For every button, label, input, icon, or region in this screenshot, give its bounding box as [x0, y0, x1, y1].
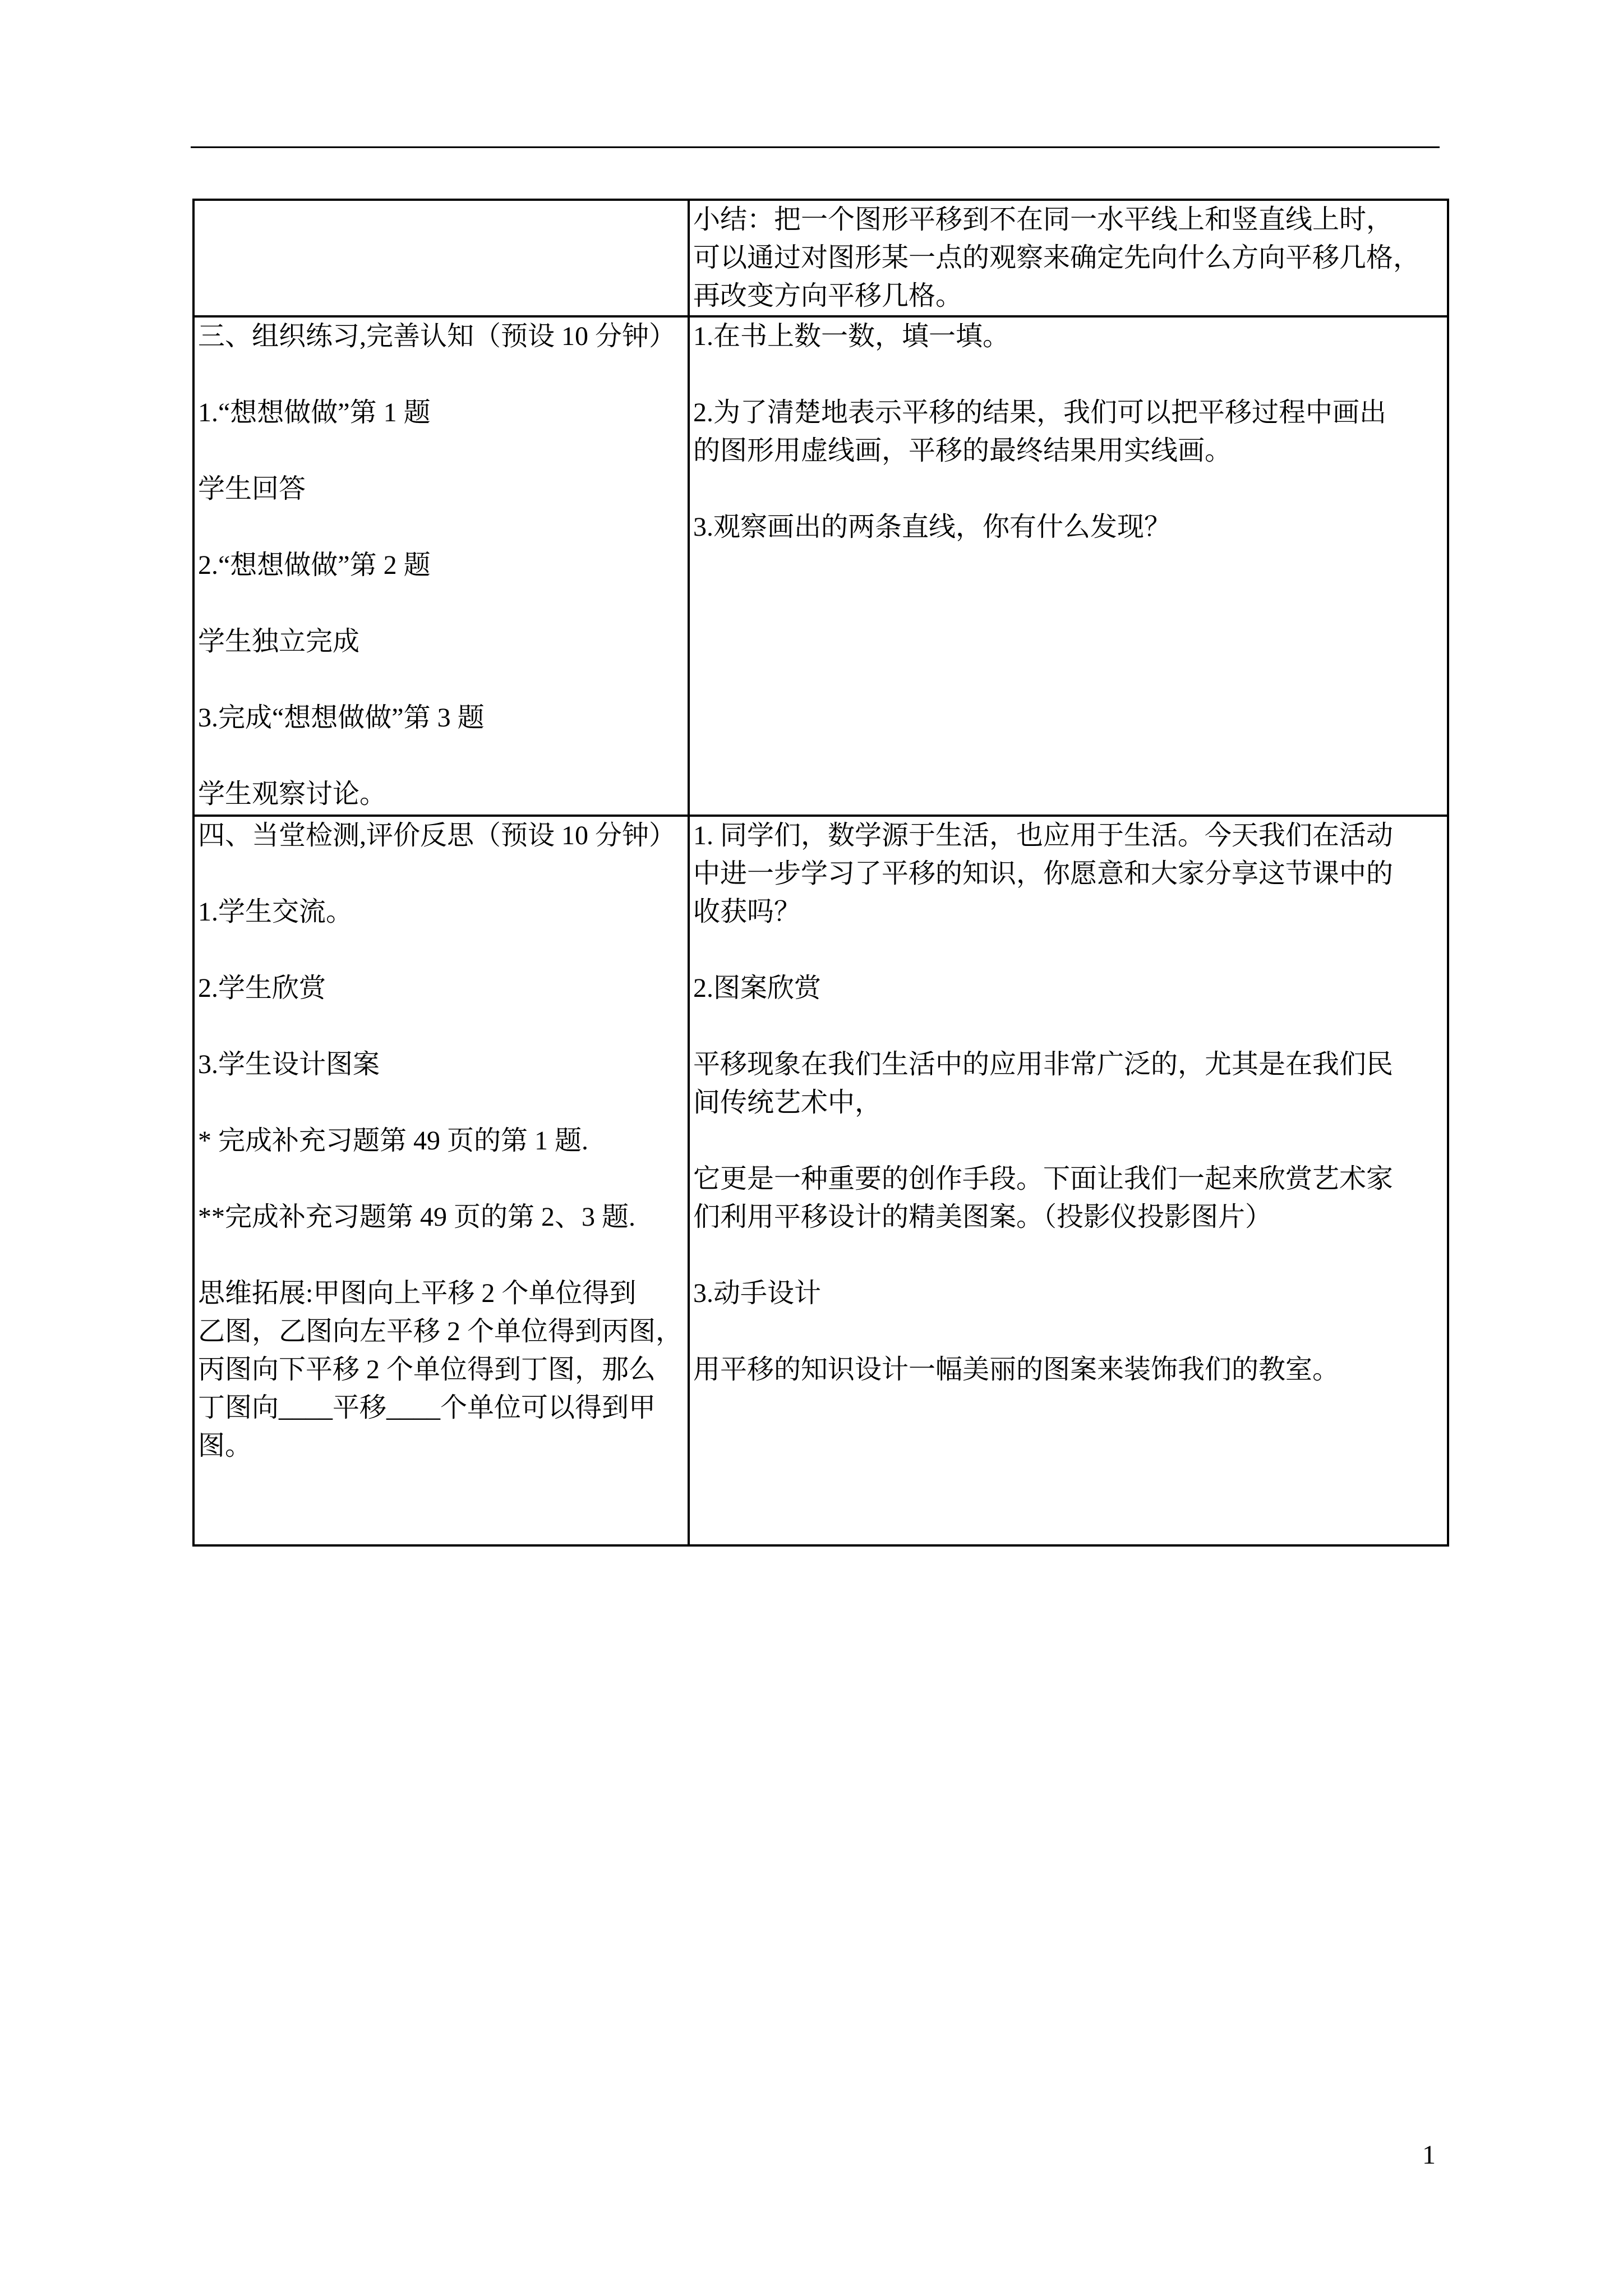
paragraph: [198, 893, 685, 931]
paragraph: [198, 699, 685, 737]
paragraph: [693, 394, 1445, 470]
text-line: 它更是一种重要的创作手段。下面让我们一起来欣赏艺术家: [693, 1164, 1394, 1194]
text-line: 1.学生交流。: [198, 897, 353, 927]
paragraph: [198, 969, 685, 1007]
paragraph: [693, 969, 1445, 1007]
paragraph: [198, 1274, 685, 1465]
paragraph: [693, 508, 1445, 546]
text-line: 的图形用虚线画，平移的最终结果用实线画。: [693, 436, 1232, 466]
text-line: 小结：把一个图形平移到不在同一水平线上和竖直线上时，: [693, 205, 1394, 234]
text-line: 2.学生欣赏: [198, 973, 326, 1003]
lesson-plan-table: [192, 199, 1449, 1547]
paragraph: [693, 817, 1445, 931]
table-row: [193, 200, 1448, 316]
paragraph: [198, 1198, 685, 1236]
text-line: **完成补充习题第 49 页的第 2、3 题.: [198, 1202, 636, 1232]
text-line: 学生独立完成: [198, 627, 360, 656]
paragraph: [693, 318, 1445, 356]
paragraph: [198, 1046, 685, 1084]
text-line: 3.学生设计图案: [198, 1050, 380, 1079]
paragraph: [693, 1351, 1445, 1389]
section-heading: [198, 318, 685, 356]
text-line: 收获吗？: [693, 897, 801, 927]
page-number: 1: [1422, 2140, 1436, 2170]
paragraph: [198, 775, 685, 813]
text-line: 1. 同学们，数学源于生活，也应用于生活。今天我们在活动: [693, 821, 1394, 850]
text-line: 2.图案欣赏: [693, 973, 822, 1003]
text-line: * 完成补充习题第 49 页的第 1 题.: [198, 1126, 589, 1156]
section-heading: [198, 817, 685, 855]
text-line: 乙图，乙图向左平移 2 个单位得到丙图，: [198, 1317, 683, 1346]
text-line: 平移现象在我们生活中的应用非常广泛的，尤其是在我们民: [693, 1050, 1394, 1079]
text-line: 学生回答: [198, 474, 306, 504]
paragraph: [198, 470, 685, 508]
text-line: 丁图向____平移____个单位可以得到甲: [198, 1393, 656, 1423]
table-row: [193, 316, 1448, 816]
text-line: 三、组织练习,完善认知（预设 10 分钟）: [198, 321, 676, 351]
paragraph: [693, 1046, 1445, 1122]
text-line: 四、当堂检测,评价反思（预设 10 分钟）: [198, 821, 676, 850]
text-line: 2.为了清楚地表示平移的结果，我们可以把平移过程中画出: [693, 398, 1387, 427]
paragraph: [198, 546, 685, 585]
text-line: 3.观察画出的两条直线，你有什么发现？: [693, 512, 1172, 542]
text-line: 图。: [198, 1431, 252, 1461]
text-line: 用平移的知识设计一幅美丽的图案来装饰我们的教室。: [693, 1355, 1340, 1384]
text-line: 3.完成“想想做做”第 3 题: [198, 703, 485, 733]
text-line: 中进一步学习了平移的知识，你愿意和大家分享这节课中的: [693, 859, 1394, 889]
paragraph: [198, 623, 685, 661]
text-line: 思维拓展:甲图向上平移 2 个单位得到: [198, 1278, 637, 1308]
text-line: 们利用平移设计的精美图案。（投影仪投影图片）: [693, 1202, 1272, 1232]
table-cell-left: [193, 316, 689, 816]
table-cell-right: [689, 200, 1448, 316]
text-line: 学生观察讨论。: [198, 779, 387, 809]
text-line: 1.在书上数一数，填一填。: [693, 321, 1010, 351]
paragraph: [693, 201, 1445, 315]
table-cell-left: [193, 816, 689, 1545]
table-cell-right: [689, 816, 1448, 1545]
header-rule: [191, 146, 1440, 148]
text-line: 丙图向下平移 2 个单位得到丁图，那么: [198, 1355, 656, 1384]
table-cell-right: [689, 316, 1448, 816]
paragraph: [198, 1122, 685, 1160]
paragraph: [198, 394, 685, 432]
text-line: 可以通过对图形某一点的观察来确定先向什么方向平移几格，: [693, 243, 1421, 273]
table-row: [193, 816, 1448, 1545]
text-line: 2.“想想做做”第 2 题: [198, 550, 431, 580]
text-line: 3.动手设计: [693, 1278, 822, 1308]
paragraph: [693, 1274, 1445, 1313]
paragraph: [693, 1160, 1445, 1236]
table-cell-left: [193, 200, 689, 316]
text-line: 1.“想想做做”第 1 题: [198, 398, 431, 427]
text-line: 间传统艺术中，: [693, 1088, 882, 1117]
text-line: 再改变方向平移几格。: [693, 281, 963, 311]
